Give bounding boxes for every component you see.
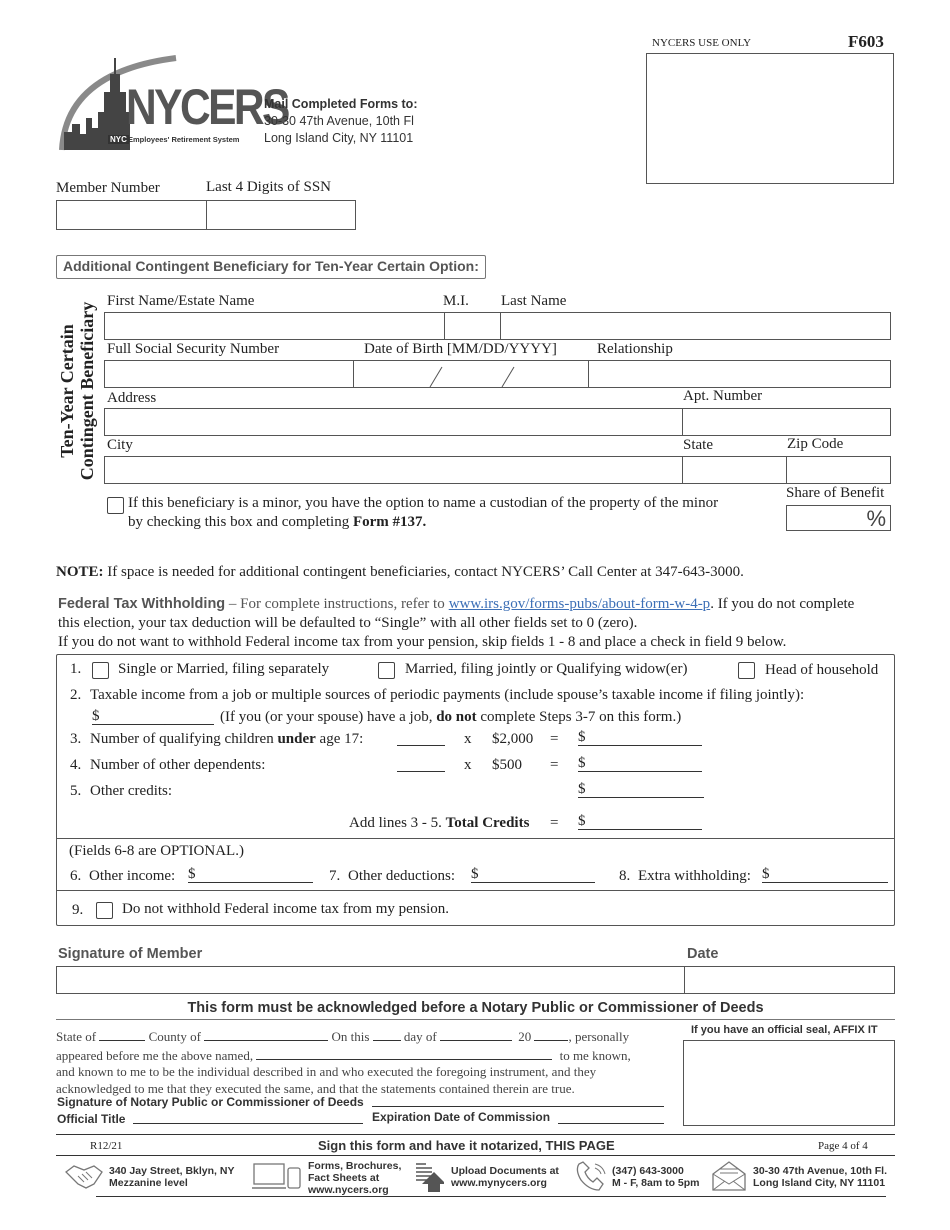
county-of-field[interactable] <box>204 1027 328 1041</box>
full-ssn-field[interactable] <box>104 360 354 388</box>
seal-box <box>683 1040 895 1126</box>
footer-visit <box>109 1165 234 1189</box>
other-income-field[interactable] <box>188 866 313 883</box>
last-name-field[interactable] <box>500 312 891 340</box>
state-of-field[interactable] <box>99 1027 145 1041</box>
notary-signature-field[interactable] <box>372 1093 664 1107</box>
f4-text: Number of other dependents: <box>90 757 266 773</box>
mail-address <box>264 96 417 147</box>
f7-dollar: $ <box>471 866 479 882</box>
personally-label: , personally <box>568 1029 630 1044</box>
f7-num: 7. <box>329 868 341 884</box>
footer-visit-1: 340 Jay Street, Bklyn, NY <box>109 1165 235 1177</box>
f8-dollar: $ <box>762 866 770 882</box>
mi-label: M.I. <box>443 293 469 309</box>
minor-form-ref: Form #137. <box>352 514 427 530</box>
note-bold: NOTE: <box>56 564 104 580</box>
share-field[interactable] <box>786 505 891 531</box>
f4-equals: = <box>550 757 559 773</box>
last-name-label: Last Name <box>501 293 567 309</box>
member-number-label: Member Number <box>56 180 160 196</box>
f3-times: x <box>464 731 472 747</box>
notary-para-1: and known to me to be the individual described in and who executed the foregoing instrument, and they <box>56 1064 597 1079</box>
f2-amount-field[interactable] <box>92 708 214 725</box>
f3-amount: $2,000 <box>492 731 534 747</box>
footer-mail <box>753 1165 887 1189</box>
upload-icon <box>414 1158 444 1192</box>
f4-amount: $500 <box>492 757 522 773</box>
notary-body <box>56 1027 666 1097</box>
total-credits-label <box>349 815 529 832</box>
f3-num: 3. <box>70 731 82 747</box>
f2-note-bold: do not <box>436 709 477 725</box>
ssn-last4-label: Last 4 Digits of SSN <box>206 179 332 195</box>
minor-text-1: If this beneficiary is a minor, you have the option to name a custodian of the property of the minor <box>128 495 719 511</box>
footer-mail-2: Long Island City, NY 11101 <box>753 1177 886 1189</box>
state-field[interactable] <box>682 456 787 484</box>
f9-text: Do not withhold Federal income tax from my pension. <box>122 901 450 917</box>
city-field[interactable] <box>104 456 683 484</box>
state-of-label: State of <box>56 1029 97 1044</box>
minor-text-2-plain: by checking this box and completing <box>128 514 350 530</box>
footer-mail-1: 30-30 47th Avenue, 10th Fl. <box>753 1165 888 1177</box>
day-field[interactable] <box>373 1027 401 1041</box>
head-of-household-checkbox[interactable] <box>738 662 755 679</box>
optional-note: (Fields 6-8 are OPTIONAL.) <box>69 843 244 859</box>
handshake-icon <box>64 1160 104 1192</box>
footer-rule-bottom <box>96 1196 886 1197</box>
f3-result-field[interactable] <box>578 729 702 746</box>
total-bold: Total Credits <box>445 815 530 831</box>
footer-visit-2: Mezzanine level <box>109 1177 188 1189</box>
tax-row-1 <box>70 661 81 678</box>
side-label-line-2: Contingent Beneficiary <box>77 301 97 481</box>
no-withhold-checkbox[interactable] <box>96 902 113 919</box>
notary-signature-label: Signature of Notary Public or Commissioner of Deeds <box>57 1095 364 1109</box>
footer-revision: R12/21 <box>90 1140 123 1152</box>
tax-intro-line-1 <box>58 596 854 613</box>
percent-sign: % <box>866 506 886 531</box>
year-prefix: 20 <box>518 1029 532 1044</box>
extra-withholding-field[interactable] <box>762 866 888 883</box>
expiration-field[interactable] <box>558 1110 664 1124</box>
total-equals: = <box>550 815 559 831</box>
dob-separators-icon <box>354 361 590 389</box>
state-label: State <box>683 437 713 453</box>
to-me-known-label: to me known, <box>559 1047 631 1063</box>
f9-num: 9. <box>72 902 84 918</box>
f2-num: 2. <box>70 687 82 703</box>
mail-title: Mail Completed Forms to: <box>264 97 418 111</box>
tax-divider-1 <box>57 838 894 839</box>
share-label: Share of Benefit <box>786 485 885 501</box>
tax-intro-2: . If you do not complete <box>710 596 855 612</box>
f5-num: 5. <box>70 783 82 799</box>
dob-field[interactable] <box>353 360 589 388</box>
f2-note-2: complete Steps 3-7 on this form.) <box>480 709 682 725</box>
single-checkbox[interactable] <box>92 662 109 679</box>
beneficiary-section-title <box>56 255 486 279</box>
side-label-line-1: Ten-Year Certain <box>57 324 77 458</box>
f1-num: 1. <box>70 661 82 677</box>
appeared-name-field[interactable] <box>256 1046 552 1060</box>
phone-icon <box>573 1160 607 1192</box>
use-only-label: NYCERS USE ONLY <box>652 37 752 49</box>
notary-title: This form must be acknowledged before a Notary Public or Commissioner of Deeds <box>187 1000 764 1016</box>
footer-upload-2[interactable]: www.mynycers.org <box>451 1177 547 1189</box>
f6-label <box>70 868 175 885</box>
f5-result-field[interactable] <box>578 781 704 798</box>
f3-text-bold: under <box>277 731 316 747</box>
year-field[interactable] <box>534 1027 568 1041</box>
signature-label: Signature of Member <box>58 946 203 962</box>
address-label: Address <box>107 390 157 406</box>
official-title-label: Official Title <box>57 1112 126 1126</box>
nycers-logo <box>56 52 288 152</box>
relationship-field[interactable] <box>588 360 891 388</box>
county-of-label: County of <box>148 1029 201 1044</box>
f4-dollar: $ <box>578 755 586 771</box>
footer-phone-1[interactable]: (347) 643-3000 <box>612 1165 684 1177</box>
married-jointly-checkbox[interactable] <box>378 662 395 679</box>
beneficiary-section-title-text: Additional Contingent Beneficiary for Ten-Year Certain Option: <box>63 258 479 274</box>
dob-label: Date of Birth [MM/DD/YYYY] <box>364 341 557 357</box>
footer-forms-2: Fact Sheets at <box>308 1172 380 1184</box>
tax-intro-line-3: this election, your tax deduction will be defaulted to “Single” with all other fields set to 0 (zero). <box>58 615 638 631</box>
ssn-last4-field[interactable] <box>206 200 356 230</box>
note-text: If space is needed for additional contingent beneficiaries, contact NYCERS’ Call Center at 347-643-3000. <box>107 564 744 580</box>
footer-forms-1: Forms, Brochures, <box>308 1160 402 1172</box>
relationship-label: Relationship <box>597 341 673 357</box>
footer-forms-3[interactable]: www.nycers.org <box>308 1184 389 1196</box>
zip-label: Zip Code <box>787 436 844 452</box>
notary-rule <box>56 1019 895 1020</box>
f3-count-field[interactable] <box>397 730 445 746</box>
minor-text-2 <box>128 514 426 531</box>
member-signature-field[interactable] <box>56 966 685 994</box>
tax-intro-line-4: If you do not want to withhold Federal income tax from your pension, skip fields 1 - 8 and place a check in field 9 below. <box>58 634 787 650</box>
expiration-label: Expiration Date of Commission <box>372 1110 551 1124</box>
full-ssn-label: Full Social Security Number <box>107 341 280 357</box>
f3-equals: = <box>550 731 559 747</box>
footer-page: Page 4 of 4 <box>818 1140 868 1152</box>
notary-para-2: acknowledged to me that they executed the same, and that the statements contained therein are true. <box>56 1080 575 1096</box>
mail-line-2: Long Island City, NY 11101 <box>264 131 414 145</box>
f5-dollar: $ <box>578 781 586 797</box>
f8-text: Extra withholding: <box>638 868 751 884</box>
f3-text-2: age 17: <box>319 731 364 747</box>
footer-phone <box>612 1165 700 1189</box>
logo-subtitle: Employees' Retirement System <box>128 135 240 144</box>
logo-nyc-badge: NYC <box>110 135 127 144</box>
side-label-text <box>57 296 97 486</box>
official-title-field[interactable] <box>133 1110 363 1124</box>
single-label: Single or Married, filing separately <box>118 661 330 677</box>
other-deductions-field[interactable] <box>471 866 595 883</box>
minor-custodian-checkbox[interactable] <box>107 497 124 514</box>
member-number-field[interactable] <box>56 200 207 230</box>
mail-line-1: 30-30 47th Avenue, 10th Fl <box>264 114 414 128</box>
use-only-box <box>646 53 894 184</box>
month-field[interactable] <box>440 1027 512 1041</box>
f8-num: 8. <box>619 868 631 884</box>
seal-label: If you have an official seal, AFFIX IT <box>691 1024 878 1036</box>
tax-divider-2 <box>57 890 894 891</box>
total-credits-field[interactable] <box>578 813 702 830</box>
notary-line-1 <box>56 1027 666 1046</box>
f5-text: Other credits: <box>90 783 173 799</box>
appeared-label: appeared before me the above named, <box>56 1047 254 1063</box>
first-name-label: First Name/Estate Name <box>107 293 255 309</box>
address-field[interactable] <box>104 408 683 436</box>
footer-rule-top <box>56 1134 895 1135</box>
computer-icon <box>252 1160 302 1192</box>
f8-label <box>619 868 751 885</box>
f7-text: Other deductions: <box>348 868 456 884</box>
mail-envelope-icon <box>711 1160 747 1192</box>
footer-upload-1: Upload Documents at <box>451 1165 559 1177</box>
head-of-household-label: Head of household <box>765 662 879 678</box>
notary-line-2 <box>56 1046 666 1065</box>
apt-label: Apt. Number <box>683 388 763 404</box>
note <box>56 564 744 581</box>
f6-dollar: $ <box>188 866 196 882</box>
form-id: F603 <box>848 32 884 51</box>
tax-dash: – <box>228 596 237 612</box>
footer-forms <box>308 1160 401 1196</box>
date-label: Date <box>687 946 719 962</box>
irs-link[interactable]: www.irs.gov/forms-pubs/about-form-w-4-p <box>448 596 711 612</box>
side-label <box>52 296 102 486</box>
f6-text: Other income: <box>89 868 176 884</box>
f4-result-field[interactable] <box>578 755 702 772</box>
tax-title: Federal Tax Withholding <box>58 596 226 612</box>
f6-num: 6. <box>70 868 82 884</box>
f3-text-1: Number of qualifying children <box>90 731 274 747</box>
tax-intro-1: For complete instructions, refer to <box>240 596 445 612</box>
footer-instruction: Sign this form and have it notarized, THIS PAGE <box>318 1138 615 1153</box>
f3-text <box>90 731 363 748</box>
f4-num: 4. <box>70 757 82 773</box>
on-this-label: On this <box>331 1029 370 1044</box>
signature-date-field[interactable] <box>684 966 895 994</box>
f4-count-field[interactable] <box>397 756 445 772</box>
total-text: Add lines 3 - 5. <box>349 815 442 831</box>
logo-wordmark: NYCERS <box>126 79 288 135</box>
f2-note-1: (If you (or your spouse) have a job, <box>220 709 433 725</box>
footer-phone-2: M - F, 8am to 5pm <box>612 1177 700 1189</box>
f7-label <box>329 868 455 885</box>
apt-field[interactable] <box>682 408 891 436</box>
f3-dollar: $ <box>578 729 586 745</box>
zip-field[interactable] <box>786 456 891 484</box>
city-label: City <box>107 437 133 453</box>
f2-text: Taxable income from a job or multiple sources of periodic payments (include spouse’s taxable income if filing jointly): <box>90 687 805 703</box>
f2-dollar: $ <box>92 708 100 724</box>
f2-note <box>220 709 681 726</box>
married-jointly-label: Married, filing jointly or Qualifying widow(er) <box>405 661 688 677</box>
day-of-label: day of <box>403 1029 437 1044</box>
first-name-field[interactable] <box>104 312 445 340</box>
footer-rule-mid <box>56 1155 895 1156</box>
total-dollar: $ <box>578 813 586 829</box>
footer-upload <box>451 1165 559 1189</box>
mi-field[interactable] <box>444 312 501 340</box>
f4-times: x <box>464 757 472 773</box>
